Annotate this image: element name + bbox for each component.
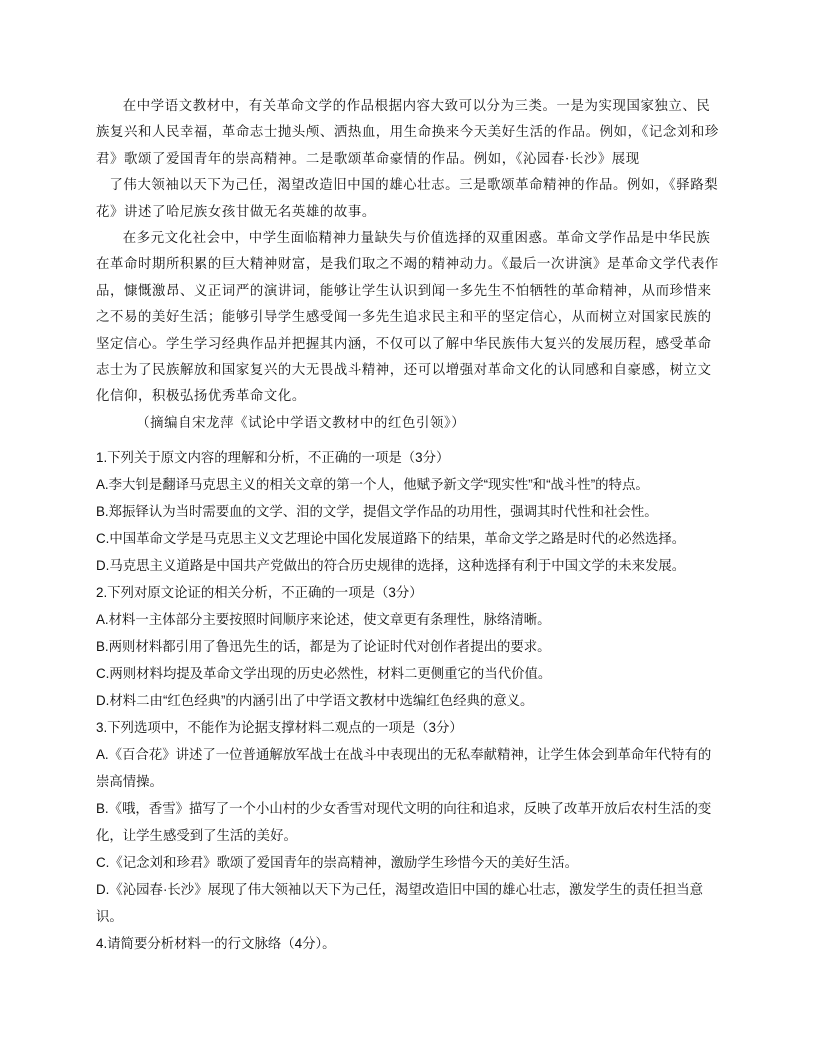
- question-2-option-b: B.两则材料都引用了鲁迅先生的话，都是为了论证时代对创作者提出的要求。: [96, 639, 551, 654]
- question-1-stem: 1.下列关于原文内容的理解和分析，不正确的一项是（3分）: [96, 450, 450, 465]
- reading-passage: [96, 94, 722, 437]
- question-2-option-a: A.材料一主体部分主要按照时间顺序来论述，使文章更有条理性，脉络清晰。: [96, 612, 551, 627]
- passage-paragraph-2: 在多元文化社会中，中学生面临精神力量缺失与价值选择的双重困惑。革命文学作品是中华民族在革命时期所积累的巨大精神财富，是我们取之不竭的精神动力。《最后一次讲演》是革命文学代表作品，慷慨激昂、义正词严的演讲词，能够让学生认识到闻一多先生不怕牺牲的革命精神，从而珍惜来之不易的美好生活；能够引导学生感受闻一多先生追求民主和平的坚定信心，从而树立对国家民族的坚定信心。学生学习经典作品并把握其内涵，不仅可以了解中华民族伟大复兴的发展历程，感受革命志士为了民族解放和国家复兴的大无畏战斗精神，还可以增强对革命文化的认同感和自豪感，树立文化信仰，积极弘扬优秀革命文化。: [96, 231, 719, 405]
- question-2-option-d: D.材料二由“红色经典”的内涵引出了中学语文教材中选编红色经典的意义。: [96, 693, 534, 708]
- question-1-option-d: D.马克思主义道路是中国共产党做出的符合历史规律的选择，这种选择有利于中国文学的未来发展。: [96, 558, 686, 573]
- question-3-stem: 3.下列选项中，不能作为论据支撑材料二观点的一项是（3分）: [96, 720, 463, 735]
- passage-paragraph-1: 在中学语文教材中，有关革命文学的作品根据内容大致可以分为三类。一是为实现国家独立、民族复兴和人民幸福，革命志士抛头颅、洒热血，用生命换来今天美好生活的作品。例如，《记念刘和珍君》歌颂了爱国青年的崇高精神。二是歌颂革命豪情的作品。例如，《沁园春·长沙》展现: [96, 99, 719, 167]
- question-1-option-c: C.中国革命文学是马克思主义文艺理论中国化发展道路下的结果，革命文学之路是时代的必然选择。: [96, 531, 686, 546]
- question-1-option-a: A.李大钊是翻译马克思主义的相关文章的第一个人，他赋予新文学“现实性”和“战斗性”的特点。: [96, 477, 649, 492]
- question-2-stem: 2.下列对原文论证的相关分析，不正确的一项是（3分）: [96, 585, 423, 600]
- passage-paragraph-1-continued: 了伟大领袖以天下为己任，渴望改造旧中国的雄心壮志。三是歌颂革命精神的作品。例如，《驿路梨花》讲述了哈尼族女孩甘做无名英雄的故事。: [96, 178, 719, 220]
- question-1-option-b: B.郑振铎认为当时需要血的文学、泪的文学，提倡文学作品的功用性，强调其时代性和社会性。: [96, 504, 658, 519]
- question-3-option-b: B.《哦，香雪》描写了一个小山村的少女香雪对现代文明的向往和追求，反映了改革开放后农村生活的变化，让学生感受到了生活的美好。: [96, 801, 712, 843]
- question-list: [96, 444, 724, 957]
- question-3-option-d: D.《沁园春·长沙》展现了伟大领袖以天下为己任，渴望改造旧中国的雄心壮志，激发学生的责任担当意识。: [96, 882, 704, 924]
- question-3-option-c: C.《记念刘和珍君》歌颂了爱国青年的崇高精神，激励学生珍惜今天的美好生活。: [96, 855, 579, 870]
- question-2-option-c: C.两则材料均提及革命文学出现的历史必然性，材料二更侧重它的当代价值。: [96, 666, 552, 681]
- question-3-option-a: A.《百合花》讲述了一位普通解放军战士在战斗中表现出的无私奉献精神，让学生体会到革命年代特有的崇高情操。: [96, 747, 712, 789]
- passage-source: （摘编自宋龙萍《试论中学语文教材中的红色引领》）: [136, 415, 466, 431]
- question-4-stem: 4.请简要分析材料一的行文脉络（4分）。: [96, 936, 336, 951]
